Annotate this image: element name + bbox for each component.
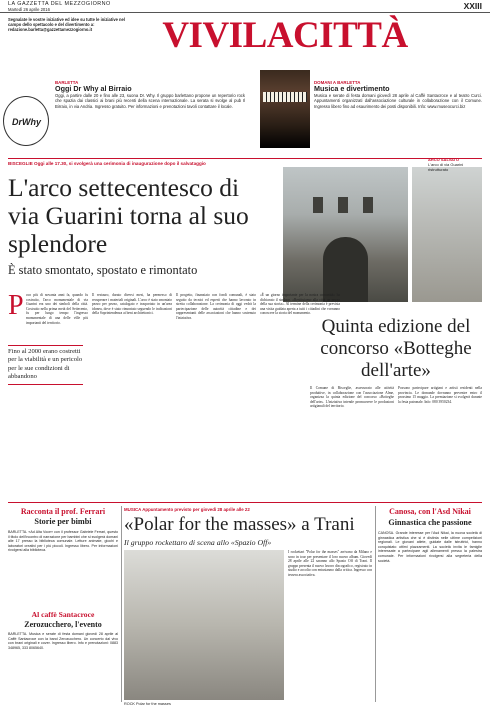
- article-column-2: Il restauro, durato diversi mesi, ha permesso di recuperare i materiali originali. L'arco è stato smontato pezzo per pezzo, catalogato e trasportato in un'area idonea, dove è stato rimontato seguendo le indicazioni della Soprintendenza ai beni architettonici.: [92, 293, 172, 316]
- music-box-place: DOMANI A BARLETTA: [314, 80, 361, 85]
- article-column-4: «È un giorno importante per la nostra comunità» ha dichiarato il sindaco. «Restituiamo alla città un pezzo della sua storia». Al termine della cerimonia è prevista una visita guidata aperta a tutti i cittadini che vorranno conoscere la storia del monumento.: [260, 293, 340, 316]
- canosa-title: Ginnastica che passione: [388, 518, 472, 527]
- column-divider: [375, 506, 376, 702]
- dropcap: P: [8, 290, 24, 321]
- music-box-title: Musica e divertimento: [314, 84, 390, 93]
- caffe-kicker: Al caffè Santacroce: [31, 610, 95, 619]
- page-number: XXIII: [463, 1, 482, 11]
- barletta-box-title: Oggi Dr Why al Birraio: [55, 84, 132, 93]
- ferrari-kicker: Racconta il prof. Ferrari: [20, 507, 106, 516]
- contest-headline: Quinta edizione del concorso «Botteghe dell'arte»: [320, 316, 472, 381]
- photo-caption: [428, 157, 484, 172]
- article-subheadline: È stato smontato, spostato e rimontato: [8, 263, 198, 277]
- article-headline: L'arco settecentesco di via Guarini torna al suo splendore: [8, 173, 249, 258]
- contact-intro: Segnalate le vostre iniziative ed idee su tutte le iniziative nel campo dello spettacolo e del divertimento a: redazione.barletta@gazzettamezzogiorno.it: [8, 17, 125, 33]
- section-title: VIVILACITTÀ: [162, 15, 408, 56]
- paper-name: LA GAZZETTA DEL MEZZOGIORNO: [8, 1, 111, 7]
- pull-quote: Fino al 2000 erano costretti per la viabilità e un pericolo per le sue condizioni di abbandono: [8, 345, 83, 385]
- contest-column-1: Il Comune di Bisceglie, assessorato alle attività produttive, in collaborazione con l'associazione Alme, organizza la quinta edizione del concorso «Botteghe dell'arte». L'iniziativa intende promuovere le produzioni artigianali del territorio.: [310, 386, 394, 409]
- caffe-text: BARLETTA. Musica e serate di festa domani giovedì 28 aprile al Caffè Santacroce con la band Zerozucchero. Un concerto dal vivo con brani originali e cover. Ingresso libero. Info e prenotazioni: 0883 348965, 333 8065640.: [8, 632, 118, 650]
- article-kicker: BISCEGLIE Oggi alle 17.30, si svolgerà una cerimonia di inaugurazione dopo il salvataggio: [8, 161, 206, 166]
- caffe-title: Zerozucchero, l'evento: [24, 620, 102, 629]
- arch-side-photo: [412, 167, 482, 302]
- polar-text: I rockettari "Polar for the masses" arrivano da Milano e sono in tour per presentare il loro nuovo album. Giovedì 28 aprile alle 22 saranno allo Spazio Off di Trani. Il gruppo presenta il nuovo lavoro discografico, registrato in studio e accolto con entusiasmo dalla critica. Ingresso con tessera associativa.: [288, 550, 372, 577]
- article-column-3: Il progetto, finanziato con fondi comunali, è stato seguito da tecnici ed esperti che hanno lavorato in stretta collaborazione. La cerimonia di oggi vedrà la partecipazione delle autorità cittadine e dei rappresentanti delle associazioni che hanno sostenuto l'iniziativa.: [176, 293, 256, 320]
- barletta-box: [55, 80, 245, 156]
- piano-photo: [260, 70, 310, 148]
- arch-photo: [283, 167, 408, 302]
- barletta-box-place: BARLETTA: [55, 80, 79, 85]
- ferrari-text: BARLETTA. «Ad Alta Voce» con il professor Gabriele Ferrari, questo il titolo dell'incontro di narrazione per bambini che si svolgerà domani alle 17 presso la biblioteca comunale. Letture animate, giochi e laboratori creativi per i più piccoli. Ingresso libero. Per informazioni rivolgersi alla biblioteca.: [8, 530, 118, 553]
- ferrari-title: Storie per bimbi: [34, 517, 92, 526]
- photo-caption-text: L'arco di via Guarini ristrutturato: [428, 162, 464, 172]
- band-photo-caption: ROCK Polar for the masses: [124, 702, 171, 706]
- canosa-kicker: Canosa, con l'Asd Nikai: [389, 507, 471, 516]
- music-box: [314, 80, 482, 156]
- issue-date: Martedì 26 aprile 2016: [8, 7, 50, 12]
- article-column-1: oco più di novanta anni fa, quando fu costruito, l'arco monumentale di via Guarini era uno dei simboli della città. Costruito nella prima metà del Settecento, fu per lungo tempo l'ingresso monumentale di una delle ville più importanti del territorio.: [26, 293, 88, 325]
- music-box-text: Musica e serate di festa domani giovedì 28 aprile al Caffè Santacroce e al teatro Curci. Appuntamenti organizzati dall'associazione culturale in collaborazione con il Comune. Ingresso libero fino ad esaurimento dei posti disponibili. Info: www.museocurci.biz: [314, 93, 482, 109]
- piano-keys: [263, 92, 307, 102]
- barletta-box-text: Oggi, a partire dalle 20 e fino alle 23, suona Dr. Why. Il gruppo barlettano propone un repertorio rock che spazia dai classici ai brani più recenti della scena internazionale. La serata si svolge al pub Il Birraio, in via Andria. Ingresso gratuito. Per informazioni e prenotazioni tavoli contattare il locale.: [55, 93, 245, 109]
- polar-headline: «Polar for the masses» a Trani: [124, 514, 355, 535]
- band-photo: [124, 550, 284, 700]
- canosa-text: CANOSA. Grande interesse per l'Asd Nikai, la nuova società di ginnastica artistica che si è distinta nelle ultime competizioni regionali. Le giovani atlete, guidate dalle istruttrici, hanno conquistato ottimi piazzamenti. La società invita le famiglie interessate a partecipare agli allenamenti presso la palestra comunale. Per informazioni rivolgersi alla segreteria della società.: [378, 531, 482, 563]
- contest-column-2: Possono partecipare artigiani e artisti residenti nella provincia. Le domande dovranno pervenire entro il prossimo 15 maggio. La premiazione si svolgerà durante la festa patronale. Info: 080 3950234.: [398, 386, 482, 404]
- divider: [8, 158, 482, 159]
- photo-caption-label: ARCO SALVATO: [428, 157, 460, 162]
- drwhy-logo-text: DrWhy: [12, 117, 41, 127]
- column-divider: [121, 506, 122, 702]
- polar-kicker: MUSICA Appuntamento previsto per giovedì 28 aprile alle 22: [124, 507, 250, 512]
- polar-subheadline: Il gruppo rockettaro di scena allo «Spazio Off»: [124, 538, 272, 547]
- divider: [8, 502, 482, 503]
